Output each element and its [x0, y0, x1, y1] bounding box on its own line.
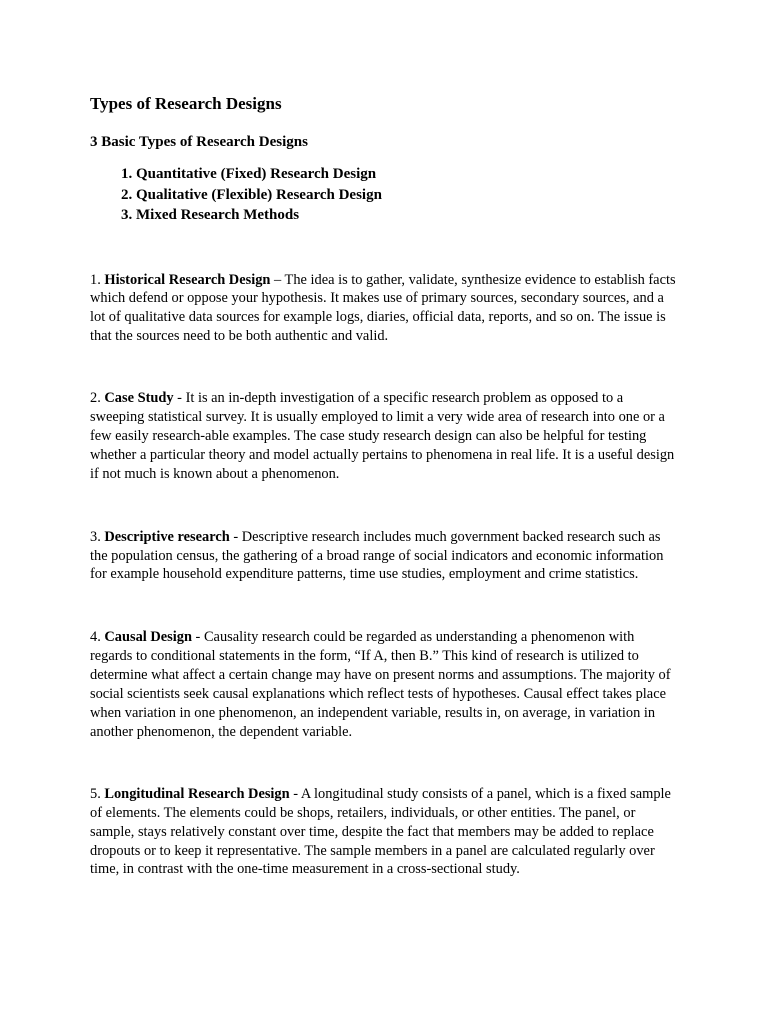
section-number: 3.: [90, 528, 105, 545]
section-separator: -: [289, 785, 301, 802]
page-title: Types of Research Designs: [90, 94, 282, 113]
section-subtitle: 3 Basic Types of Research Designs: [90, 134, 308, 150]
section-body: Causality research could be regarded as understanding a phenomenon with regards to conditional statements in the form, “If A, then B.” This kind of research is utilized to determine what affect a certain change may have on present norms and assumptions. The majority of social scientists seek causal explanations which reflect tests of hypotheses. Causal effect takes place when variation in one phenomenon, an independent variable, results in, on average, in variation in another phenomenon, the dependent variable.: [90, 629, 671, 740]
section-heading: Descriptive research: [104, 528, 230, 545]
section-longitudinal-research: [90, 785, 680, 880]
section-descriptive-research: [90, 528, 680, 585]
section-heading: Case Study: [104, 390, 174, 407]
section-case-study: [90, 389, 680, 484]
section-body: The idea is to gather, validate, synthesize evidence to establish facts which defend or oppose your hypothesis. It makes use of primary sources, secondary sources, and a lot of qualitative data sources for example logs, diaries, official data, reports, and so on. The issue is that the sources need to be both authentic and valid.: [90, 271, 676, 345]
section-body: It is an in-depth investigation of a specific research problem as opposed to a sweeping statistical survey. It is usually employed to limit a very wide area of research into one or a few easily research-able examples. The case study research design can also be helpful for testing whether a particular theory and model actually pertains to phenomena in real life. It is a useful design if not much is known about a phenomenon.: [90, 390, 675, 482]
list-item: 1. Quantitative (Fixed) Research Design: [136, 164, 680, 185]
section-heading: Longitudinal Research Design: [104, 785, 290, 802]
section-separator: -: [191, 629, 204, 646]
section-number: 2.: [90, 390, 105, 407]
section-number: 5.: [90, 785, 105, 802]
section-separator: –: [270, 271, 285, 288]
section-causal-design: [90, 628, 680, 741]
section-heading: Historical Research Design: [104, 271, 271, 288]
section-number: 1.: [90, 271, 105, 288]
section-number: 4.: [90, 629, 105, 646]
list-item: 2. Qualitative (Flexible) Research Design: [136, 185, 680, 206]
section-separator: -: [173, 390, 186, 407]
list-item: 3. Mixed Research Methods: [136, 205, 680, 226]
section-heading: Causal Design: [104, 629, 192, 646]
section-historical-research: [90, 271, 680, 347]
section-body: A longitudinal study consists of a panel, which is a fixed sample of elements. The elements could be shops, retailers, individuals, or other entities. The panel, or sample, stays relatively constant over time, despite the fact that members may be added to replace dropouts or to keep it representative. The sample members in a panel are calculated regularly over time, in contrast with the one-time measurement in a cross-sectional study.: [90, 785, 671, 878]
basic-types-list: [90, 164, 680, 226]
section-body: Descriptive research includes much government backed research such as the population census, the gathering of a broad range of social indicators and economic information for example household expenditure patterns, time use studies, employment and crime statistics.: [90, 528, 664, 583]
section-separator: -: [229, 528, 242, 545]
